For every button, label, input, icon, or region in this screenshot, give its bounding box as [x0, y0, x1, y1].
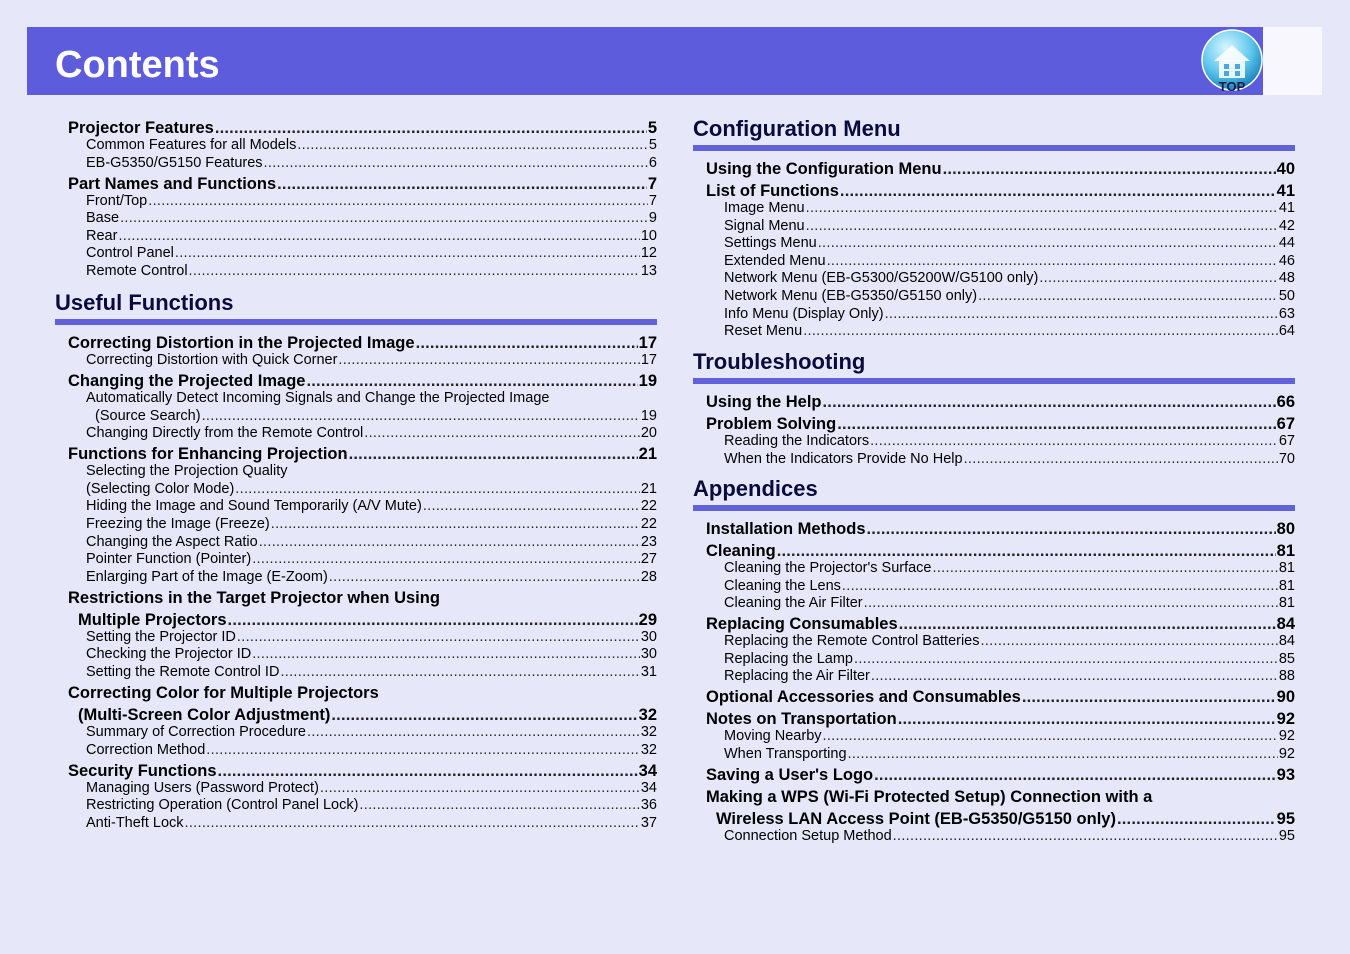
toc-entry-label: Replacing the Lamp [724, 650, 853, 667]
toc-entry-label: When the Indicators Provide No Help [724, 450, 963, 467]
toc-entry-label: Anti-Theft Lock [86, 814, 184, 831]
toc-entry-setting-the-projector-id[interactable] [86, 629, 657, 646]
toc-entry-label: When Transporting [724, 746, 847, 762]
toc-entry-label: Cleaning the Air Filter [724, 595, 863, 612]
toc-entry-freezing-the-image-freeze[interactable] [86, 516, 657, 533]
toc-entry-label: Installation Methods [706, 520, 866, 538]
toc-entry-cleaning[interactable] [706, 541, 1295, 561]
toc-entry-label: Image Menu [724, 200, 805, 216]
toc-entry-cleaning-the-air-filter[interactable] [724, 595, 1295, 612]
leader-dots [806, 218, 1278, 235]
leader-dots [364, 425, 640, 442]
toc-entry-page: 85 [1278, 650, 1295, 667]
toc-entry-projector-features[interactable] [68, 118, 657, 138]
toc-entry-page: 36 [640, 797, 657, 814]
toc-entry-using-the-configuration-menu[interactable] [706, 159, 1295, 179]
toc-entry-label: Functions for Enhancing Projection [68, 445, 348, 464]
toc-entry-label: Correcting Distortion in the Projected Image [68, 334, 415, 352]
section-title-troubleshooting: Troubleshooting [693, 349, 866, 374]
toc-entry-changing-the-aspect-ratio[interactable] [86, 534, 657, 551]
toc-entry-eb-g5350-g5150-features[interactable] [86, 155, 657, 172]
leader-dots [885, 306, 1278, 323]
toc-entry-page: 81 [1276, 542, 1295, 560]
toc-entry-replacing-the-air-filter[interactable] [724, 668, 1295, 685]
toc-entry-page: 13 [640, 263, 657, 279]
leader-dots [120, 210, 648, 227]
toc-entry-label: EB-G5350/G5150 Features [86, 154, 263, 171]
toc-entry-checking-the-projector-id[interactable] [86, 646, 657, 663]
toc-entry-notes-on-transportation[interactable] [706, 709, 1295, 729]
toc-entry-settings-menu[interactable] [724, 235, 1295, 252]
leader-dots [840, 181, 1276, 201]
page-title: Contents [55, 44, 220, 86]
toc-entry-moving-nearby[interactable] [724, 728, 1295, 745]
toc-entry-label: Correcting Distortion with Quick Corner [86, 352, 338, 368]
toc-entry-remote-control[interactable] [86, 263, 657, 280]
toc-entry-part-names-and-functions[interactable] [68, 174, 657, 194]
toc-entry-page: 90 [1276, 688, 1295, 707]
toc-entry-page: 81 [1278, 560, 1295, 576]
toc-entry-page: 92 [1278, 728, 1295, 745]
toc-entry-wireless-lan-access-point-eb-g5350-g5150[interactable] [716, 809, 1295, 829]
toc-entry-enlarging-part-of-the-image-e-zoom[interactable] [86, 569, 657, 586]
toc-entry-page: 92 [1276, 710, 1295, 729]
leader-dots [329, 569, 640, 586]
leader-dots [349, 444, 638, 464]
toc-entry-label: Changing Directly from the Remote Control [86, 425, 364, 442]
toc-entry-security-functions[interactable] [68, 761, 657, 781]
leader-dots [338, 352, 639, 369]
toc-entry-page: 42 [1278, 217, 1295, 234]
toc-entry-label: Using the Help [706, 393, 822, 411]
toc-entry-label: Notes on Transportation [706, 710, 897, 729]
toc-entry-base[interactable] [86, 210, 657, 227]
toc-entry-label: Setting the Remote Control ID [86, 664, 280, 680]
toc-entry-label: Connection Setup Method [724, 828, 892, 844]
leader-dots [259, 534, 640, 551]
leader-dots [416, 333, 638, 353]
leader-dots [981, 633, 1278, 650]
toc-entry-page: 41 [1276, 182, 1295, 200]
leader-dots [777, 541, 1276, 561]
toc-entry-restricting-operation-control-panel-lock[interactable] [86, 797, 657, 814]
leader-dots [827, 253, 1278, 270]
toc-entry-page: 30 [640, 628, 657, 645]
leader-dots [306, 371, 637, 391]
toc-entry-label: Using the Configuration Menu [706, 160, 942, 178]
toc-entry-changing-directly-from-the-remote-contro[interactable] [86, 425, 657, 442]
toc-entry-page: 34 [638, 761, 657, 780]
leader-dots [943, 159, 1276, 179]
toc-entry-extended-menu[interactable] [724, 253, 1295, 270]
toc-entry-label: (Multi-Screen Color Adjustment) [78, 706, 331, 724]
toc-entry-label: Part Names and Functions [68, 174, 277, 193]
leader-dots [280, 664, 639, 681]
leader-dots [874, 765, 1276, 785]
toc-entry-label: Settings Menu [724, 235, 817, 252]
toc-entry-label: Projector Features [68, 119, 214, 137]
leader-dots [307, 724, 640, 741]
section-divider [693, 145, 1295, 151]
toc-entry-problem-solving[interactable] [706, 414, 1295, 434]
toc-entry-label: Problem Solving [706, 415, 837, 433]
leader-dots [271, 516, 640, 533]
toc-entry-label: Security Functions [68, 761, 217, 780]
toc-entry-page: 32 [638, 706, 657, 724]
toc-entry-label: Changing the Aspect Ratio [86, 533, 258, 550]
toc-entry-correcting-distortion-in-the-projected-i[interactable] [68, 333, 657, 353]
toc-entry-label: Summary of Correction Procedure [86, 724, 306, 740]
leader-dots [854, 651, 1278, 668]
toc-entry-label: Reset Menu [724, 323, 803, 340]
toc-entry-when-the-indicators-provide-no-help[interactable] [724, 451, 1295, 468]
toc-entry-page: 67 [1276, 415, 1295, 433]
toc-entry-page: 29 [638, 610, 657, 629]
toc-entry-common-features-for-all-models[interactable] [86, 137, 657, 154]
toc-entry-functions-for-enhancing-projection[interactable] [68, 444, 657, 464]
toc-entry-label: Info Menu (Display Only) [724, 305, 884, 322]
toc-entry-changing-the-projected-image[interactable] [68, 371, 657, 391]
toc-entry-label: Managing Users (Password Protect) [86, 779, 319, 796]
toc-entry-automatically-detect-incoming-signals-an[interactable]: Automatically Detect Incoming Signals and Change the Projected Image [86, 390, 550, 406]
leader-dots [297, 137, 648, 154]
leader-dots [867, 519, 1276, 539]
leader-dots [823, 392, 1276, 412]
leader-dots [806, 200, 1278, 217]
leader-dots [893, 828, 1278, 845]
toc-entry-reset-menu[interactable] [724, 323, 1295, 340]
section-title-appendices: Appendices [693, 476, 818, 501]
toc-entry-page: 6 [648, 154, 657, 171]
toc-entry-page: 22 [640, 516, 657, 532]
toc-entry-page: 88 [1278, 668, 1295, 685]
toc-entry-label: Extended Menu [724, 252, 826, 269]
leader-dots [978, 288, 1278, 305]
toc-entry-page: 40 [1276, 160, 1295, 178]
toc-entry-page: 19 [638, 372, 657, 390]
toc-entry-page: 23 [640, 533, 657, 550]
toc-entry-label: Optional Accessories and Consumables [706, 688, 1021, 707]
toc-entry-label: (Source Search) [95, 407, 201, 424]
toc-entry-label: Signal Menu [724, 217, 805, 234]
toc-entry-page: 63 [1278, 305, 1295, 322]
leader-dots [277, 174, 647, 194]
leader-dots [215, 118, 647, 138]
toc-entry-replacing-the-lamp[interactable] [724, 651, 1295, 668]
leader-dots [252, 551, 640, 568]
toc-entry-label: Remote Control [86, 263, 188, 279]
section-title-useful-functions: Useful Functions [55, 290, 234, 315]
toc-entry-optional-accessories-and-consumables[interactable] [706, 687, 1295, 707]
leader-dots [864, 595, 1278, 612]
toc-entry-page: 22 [640, 498, 657, 515]
leader-dots [933, 560, 1278, 577]
toc-entry-label: Moving Nearby [724, 728, 822, 745]
leader-dots [237, 629, 640, 646]
leader-dots [235, 481, 640, 498]
toc-entry-rear[interactable] [86, 228, 657, 245]
toc-entry-page: 9 [648, 210, 657, 227]
toc-entry-label: Setting the Projector ID [86, 628, 236, 645]
toc-entry-label: Cleaning [706, 542, 776, 560]
toc-entry-restrictions-in-the-target-projector-whe[interactable]: Restrictions in the Target Projector when Using [68, 588, 440, 607]
toc-entry-saving-a-user-s-logo[interactable] [706, 765, 1295, 785]
toc-entry-selecting-color-mode[interactable] [86, 481, 657, 498]
leader-dots [206, 742, 640, 759]
toc-entry-label: Multiple Projectors [78, 610, 227, 629]
leader-dots [189, 263, 640, 280]
leader-dots [264, 155, 648, 172]
header-tail [1263, 27, 1322, 95]
toc-entry-page: 81 [1278, 577, 1295, 594]
leader-dots [803, 323, 1278, 340]
toc-entry-making-a-wps-wi-fi-protected-setup-conne[interactable]: Making a WPS (Wi-Fi Protected Setup) Connection with a [706, 788, 1153, 806]
leader-dots [252, 646, 640, 663]
toc-entry-page: 92 [1278, 746, 1295, 762]
toc-entry-page: 20 [640, 425, 657, 442]
toc-entry-page: 41 [1278, 200, 1295, 216]
toc-entry-page: 21 [638, 445, 657, 464]
toc-entry-label: Cleaning the Projector's Surface [724, 560, 932, 576]
toc-entry-page: 84 [1278, 633, 1295, 650]
toc-entry-label: Freezing the Image (Freeze) [86, 516, 270, 532]
toc-entry-correction-method[interactable] [86, 742, 657, 759]
toc-entry-signal-menu[interactable] [724, 218, 1295, 235]
toc-entry-label: Pointer Function (Pointer) [86, 551, 252, 568]
header-bar [27, 27, 1263, 95]
toc-entry-multiple-projectors[interactable] [78, 610, 657, 630]
toc-entry-label: Rear [86, 227, 118, 244]
toc-entry-info-menu-display-only[interactable] [724, 306, 1295, 323]
toc-entry-page: 64 [1278, 323, 1295, 340]
leader-dots [1022, 687, 1276, 707]
toc-entry-page: 48 [1278, 270, 1295, 287]
toc-entry-page: 10 [640, 227, 657, 244]
top-label: TOP [1218, 79, 1246, 94]
toc-entry-label: Network Menu (EB-G5300/G5200W/G5100 only) [724, 270, 1039, 287]
toc-entry-label: Control Panel [86, 245, 174, 262]
leader-dots [870, 433, 1278, 450]
toc-entry-control-panel[interactable] [86, 245, 657, 262]
toc-entry-front-top[interactable] [86, 193, 657, 210]
toc-entry-page: 80 [1276, 520, 1295, 538]
toc-entry-label: Common Features for all Models [86, 137, 297, 153]
toc-entry-page: 50 [1278, 288, 1295, 304]
toc-entry-label: Cleaning the Lens [724, 577, 841, 594]
toc-entry-label: Enlarging Part of the Image (E-Zoom) [86, 568, 328, 585]
toc-entry-page: 37 [640, 814, 657, 831]
toc-entry-installation-methods[interactable] [706, 519, 1295, 539]
toc-entry-page: 5 [648, 137, 657, 153]
toc-entry-page: 27 [640, 551, 657, 568]
toc-entry-label: List of Functions [706, 182, 839, 200]
toc-entry-page: 30 [640, 646, 657, 663]
leader-dots [175, 245, 640, 262]
toc-entry-when-transporting[interactable] [724, 746, 1295, 763]
toc-entry-connection-setup-method[interactable] [724, 828, 1295, 845]
toc-entry-correcting-color-for-multiple-projectors[interactable]: Correcting Color for Multiple Projectors [68, 684, 379, 702]
toc-entry-network-menu-eb-g5300-g5200w-g5100-only[interactable] [724, 270, 1295, 287]
toc-entry-multi-screen-color-adjustment[interactable] [78, 705, 657, 725]
section-divider [693, 505, 1295, 511]
toc-entry-correcting-distortion-with-quick-corner[interactable] [86, 352, 657, 369]
toc-entry-page: 32 [640, 724, 657, 740]
toc-entry-page: 28 [640, 568, 657, 585]
toc-entry-page: 95 [1278, 828, 1295, 844]
leader-dots [185, 815, 640, 832]
top-button[interactable] [1200, 28, 1264, 94]
toc-entry-replacing-consumables[interactable] [706, 614, 1295, 634]
toc-entry-label: Saving a User's Logo [706, 766, 874, 784]
toc-entry-page: 7 [648, 192, 657, 209]
toc-entry-label: Changing the Projected Image [68, 372, 306, 390]
toc-entry-label: Checking the Projector ID [86, 646, 252, 663]
toc-entry-summary-of-correction-procedure[interactable] [86, 724, 657, 741]
leader-dots [898, 709, 1276, 729]
toc-entry-network-menu-eb-g5350-g5150-only[interactable] [724, 288, 1295, 305]
toc-entry-page: 93 [1276, 766, 1295, 784]
leader-dots [228, 610, 638, 630]
leader-dots [818, 235, 1278, 252]
toc-entry-page: 81 [1278, 595, 1295, 612]
leader-dots [1039, 270, 1278, 287]
toc-entry-label: Hiding the Image and Sound Temporarily (A/V Mute) [86, 498, 422, 515]
toc-entry-setting-the-remote-control-id[interactable] [86, 664, 657, 681]
leader-dots [118, 228, 639, 245]
toc-entry-managing-users-password-protect[interactable] [86, 780, 657, 797]
leader-dots [331, 705, 637, 725]
toc-entry-page: 84 [1276, 615, 1295, 634]
toc-entry-page: 70 [1278, 450, 1295, 467]
toc-entry-page: 19 [640, 407, 657, 424]
leader-dots [871, 668, 1278, 685]
toc-entry-label: Replacing Consumables [706, 615, 898, 634]
leader-dots [848, 746, 1278, 763]
toc-entry-page: 17 [638, 334, 657, 352]
toc-entry-hiding-the-image-and-sound-temporarily-a[interactable] [86, 498, 657, 515]
leader-dots [823, 728, 1278, 745]
leader-dots [320, 780, 640, 797]
leader-dots [964, 451, 1278, 468]
leader-dots [1117, 809, 1276, 829]
toc-entry-anti-theft-lock[interactable] [86, 815, 657, 832]
toc-entry-page: 5 [647, 119, 657, 137]
toc-entry-page: 67 [1278, 433, 1295, 449]
toc-entry-page: 95 [1276, 810, 1295, 828]
toc-entry-page: 12 [640, 245, 657, 262]
toc-entry-page: 46 [1278, 252, 1295, 269]
toc-entry-page: 17 [640, 352, 657, 368]
leader-dots [218, 761, 638, 781]
section-divider [55, 319, 657, 325]
toc-entry-replacing-the-remote-control-batteries[interactable] [724, 633, 1295, 650]
leader-dots [148, 193, 648, 210]
toc-entry-page: 21 [640, 480, 657, 497]
toc-entry-label: Base [86, 210, 120, 227]
toc-entry-pointer-function-pointer[interactable] [86, 551, 657, 568]
section-title-configuration-menu: Configuration Menu [693, 116, 901, 141]
toc-entry-label: Wireless LAN Access Point (EB-G5350/G5150 only) [716, 810, 1116, 828]
toc-entry-cleaning-the-projector-s-surface[interactable] [724, 560, 1295, 577]
toc-entry-page: 34 [640, 779, 657, 796]
toc-entry-label: Replacing the Remote Control Batteries [724, 633, 980, 650]
leader-dots [202, 408, 640, 425]
toc-entry-page: 44 [1278, 235, 1295, 252]
toc-entry-page: 32 [640, 741, 657, 758]
toc-entry-selecting-the-projection-quality[interactable]: Selecting the Projection Quality [86, 463, 288, 480]
toc-entry-label: Replacing the Air Filter [724, 668, 870, 685]
leader-dots [837, 414, 1275, 434]
toc-entry-label: Reading the Indicators [724, 433, 870, 449]
toc-entry-page: 7 [647, 174, 657, 193]
toc-entry-label: Restricting Operation (Control Panel Lock) [86, 797, 359, 814]
toc-entry-label: Network Menu (EB-G5350/G5150 only) [724, 288, 978, 304]
leader-dots [899, 614, 1276, 634]
toc-entry-image-menu[interactable] [724, 200, 1295, 217]
leader-dots [359, 797, 639, 814]
toc-entry-source-search[interactable] [95, 408, 657, 425]
leader-dots [423, 498, 640, 515]
section-divider [693, 378, 1295, 384]
toc-entry-page: 31 [640, 664, 657, 680]
toc-entry-label: Front/Top [86, 192, 148, 209]
toc-entry-list-of-functions[interactable] [706, 181, 1295, 201]
toc-entry-label: Correction Method [86, 741, 206, 758]
toc-entry-label: (Selecting Color Mode) [86, 480, 235, 497]
leader-dots [842, 578, 1278, 595]
toc-entry-page: 66 [1276, 393, 1295, 411]
toc-entry-using-the-help[interactable] [706, 392, 1295, 412]
toc-entry-cleaning-the-lens[interactable] [724, 578, 1295, 595]
toc-entry-reading-the-indicators[interactable] [724, 433, 1295, 450]
